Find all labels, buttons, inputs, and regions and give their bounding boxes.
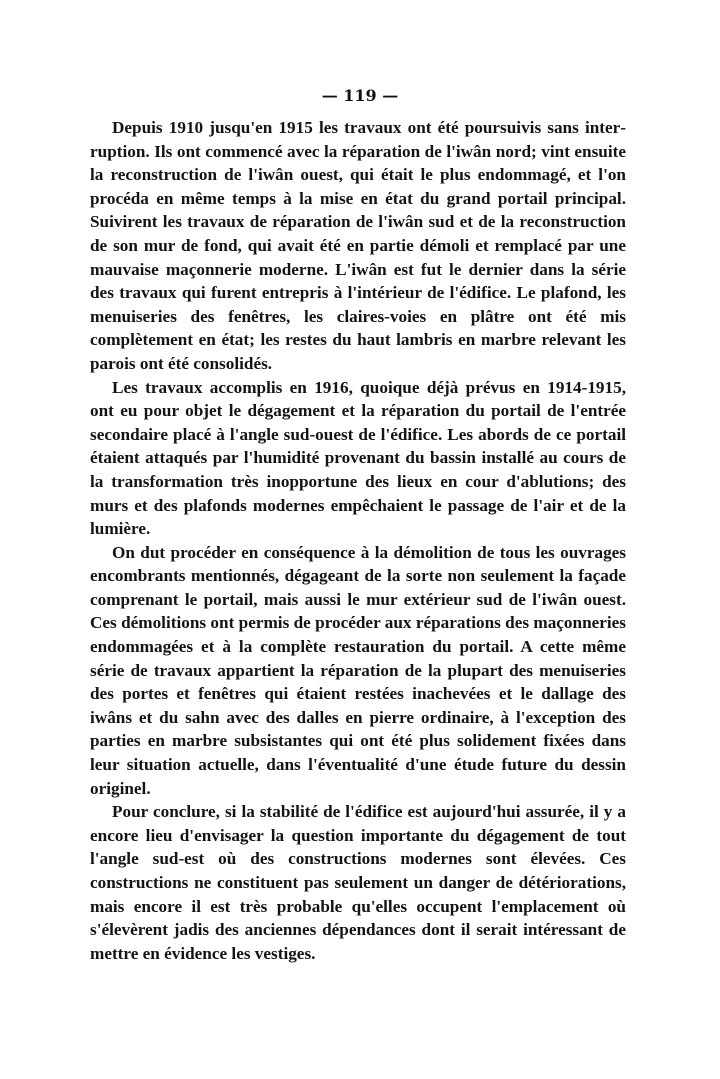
paragraph-4: Pour conclure, si la stabilité de l'édifice est aujourd'hui assurée, il y a encore lieu d'envisager la question importante du dégagement de tout l'angle sud-est où des constructions modernes sont élevées. Ces constructions ne constituent pas seulement un danger de détériorations, mais encore il est très probable qu'elles occupent l'emplacement où s'élevèrent jadis des anciennes dépendances dont il serait intéressant de mettre en évidence les vestiges. [90,802,626,963]
page-number: — 119 — [321,86,399,105]
paragraph-1: Depuis 1910 jusqu'en 1915 les travaux ont été poursuivis sans interruption. Ils ont commencé avec la réparation de l'iwân nord; vint ensuite la reconstruction de l'iwân ouest, qui était le plus endommagé, et l'on procéda en même temps à la mise en état du grand portail principal. Suivirent les travaux de réparation de l'iwân sud et de la reconstruction de son mur de fond, qui avait été en partie démoli et remplacé par une mauvaise maçonnerie moderne. L'iwân est fut le dernier dans la série des travaux qui furent entrepris à l'intérieur de l'édifice. Le plafond, les menuiseries des fenêtres, les claires-voies en plâtre ont été mis complètement en état; les restes du haut lambris en marbre relevant les parois ont été consolidés. [90,118,626,373]
body-text [90,116,626,965]
paragraph-2: Les travaux accomplis en 1916, quoique déjà prévus en 1914-1915, ont eu pour objet le dégagement et la réparation du portail de l'entrée secondaire placé à l'angle sud-ouest de l'édifice. Les abords de ce portail étaient attaqués par l'humidité provenant du bassin installé au cours de la transformation très inopportune des lieux en cour d'ablutions; des murs et des plafonds modernes empêchaient le passage de l'air et de la lumière. [90,377,626,539]
paragraph-3: On dut procéder en conséquence à la démolition de tous les ouvrages encombrants mentionnés, dégageant de la sorte non seulement la façade comprenant le portail, mais aussi le mur extérieur sud de l'iwân ouest. Ces démolitions ont permis de procéder aux réparations des maçonneries endommagées et à la complète restauration du portail. A cette même série de travaux appartient la réparation de la plupart des menuiseries des portes et fenêtres qui étaient restées inachevées et le dallage des iwâns et du sahn avec des dalles en pierre ordinaire, à l'exception des parties en marbre subsistantes qui ont été plus solidement fixées dans leur situation actuelle, dans l'éventualité d'une étude future du dessin originel. [90,542,626,798]
